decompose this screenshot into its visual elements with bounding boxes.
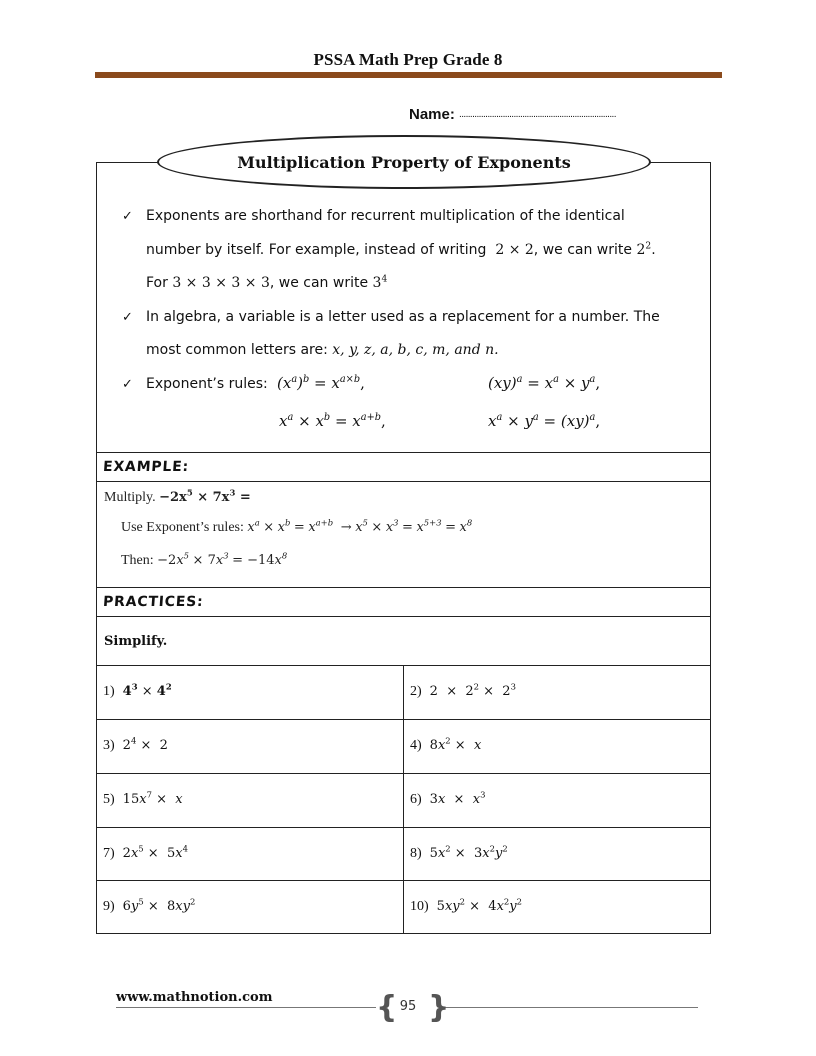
footer-rule-right bbox=[440, 1007, 698, 1008]
bullet2-line2: most common letters are: x, y, z, a, b, c, m, and n. bbox=[146, 342, 499, 358]
grid-column-divider bbox=[403, 665, 404, 934]
header-divider bbox=[95, 72, 722, 78]
practices-label: PRACTICES: bbox=[102, 594, 204, 610]
example-prompt: Multiply. $-2x^5 \times 7x^3$ = bbox=[104, 487, 251, 505]
page-number: 95 bbox=[399, 999, 417, 1014]
problem-9: 9) $6y^5 \times 8xy^2$ bbox=[103, 896, 196, 914]
bullet1-line1: Exponents are shorthand for recurrent multiplication of the identical bbox=[146, 208, 625, 224]
example-rule-step: Use Exponent’s rules: $x^a \times x^b = x^{a+b} \to x^5 \times x^3 = x^{5+3} = x^8$ bbox=[121, 517, 473, 535]
problem-8: 8) $5x^2 \times 3x^2y^2$ bbox=[410, 843, 508, 861]
example-result-step: Then: $-2x^5 \times 7x^3 = -14x^8$ bbox=[121, 550, 288, 568]
problem-1: 1) $4^3 \times 4^2$ bbox=[103, 681, 172, 699]
divider-example-header bbox=[96, 481, 711, 482]
checkmark-icon: ✓ bbox=[122, 377, 133, 392]
page-header-title: PSSA Math Prep Grade 8 bbox=[313, 50, 503, 69]
divider-example-top bbox=[96, 452, 711, 453]
lesson-title-oval bbox=[157, 135, 651, 189]
checkmark-icon: ✓ bbox=[122, 310, 133, 325]
bullet2-line1: In algebra, a variable is a letter used as a replacement for a number. The bbox=[146, 309, 660, 325]
bullet1-line2: number by itself. For example, instead of writing 2 × 2, we can write $2^2$. bbox=[146, 241, 656, 258]
rule-product-of-powers: $x^a \times x^b = x^{a+b}$, bbox=[279, 412, 386, 430]
footer-website[interactable]: www.mathnotion.com bbox=[116, 990, 273, 1005]
problem-6: 6) $3x \times x^3$ bbox=[410, 789, 486, 807]
problem-3: 3) $2^4 \times 2$ bbox=[103, 735, 168, 753]
problem-10: 10) $5xy^2 \times 4x^2y^2$ bbox=[410, 896, 523, 914]
rule-power-of-product: $(xy)^a = x^a \times y^a$, bbox=[488, 374, 601, 392]
problem-7: 7) $2x^5 \times 5x^4$ bbox=[103, 843, 188, 861]
problem-4: 4) $8x^2 \times x$ bbox=[410, 735, 482, 753]
checkmark-icon: ✓ bbox=[122, 209, 133, 224]
problem-5: 5) $15x^7 \times x$ bbox=[103, 789, 183, 807]
practices-instruction: Simplify. bbox=[104, 634, 168, 649]
name-field bbox=[409, 106, 616, 123]
divider-practices-header bbox=[96, 616, 711, 617]
bullet3-label: Exponent’s rules: bbox=[146, 376, 268, 392]
bullet1-line3: For 3 × 3 × 3 × 3, we can write $3^4$ bbox=[146, 274, 388, 291]
problem-2: 2) $2 \times 2^2 \times 2^3$ bbox=[410, 681, 516, 699]
name-blank[interactable]: ........................................................................ bbox=[459, 109, 616, 120]
footer-rule-left bbox=[116, 1007, 376, 1008]
name-label: Name: bbox=[409, 106, 455, 123]
left-brace-icon: { bbox=[376, 990, 398, 1025]
rule-power-of-power: $(x^a)^b = x^{a\times b}$, bbox=[277, 374, 365, 392]
right-brace-icon: } bbox=[428, 990, 450, 1025]
divider-practices-top bbox=[96, 587, 711, 588]
rule-product-same-exponent: $x^a \times y^a = (xy)^a$, bbox=[488, 412, 601, 430]
lesson-title: Multiplication Property of Exponents bbox=[237, 152, 571, 172]
example-label: EXAMPLE: bbox=[102, 459, 190, 475]
